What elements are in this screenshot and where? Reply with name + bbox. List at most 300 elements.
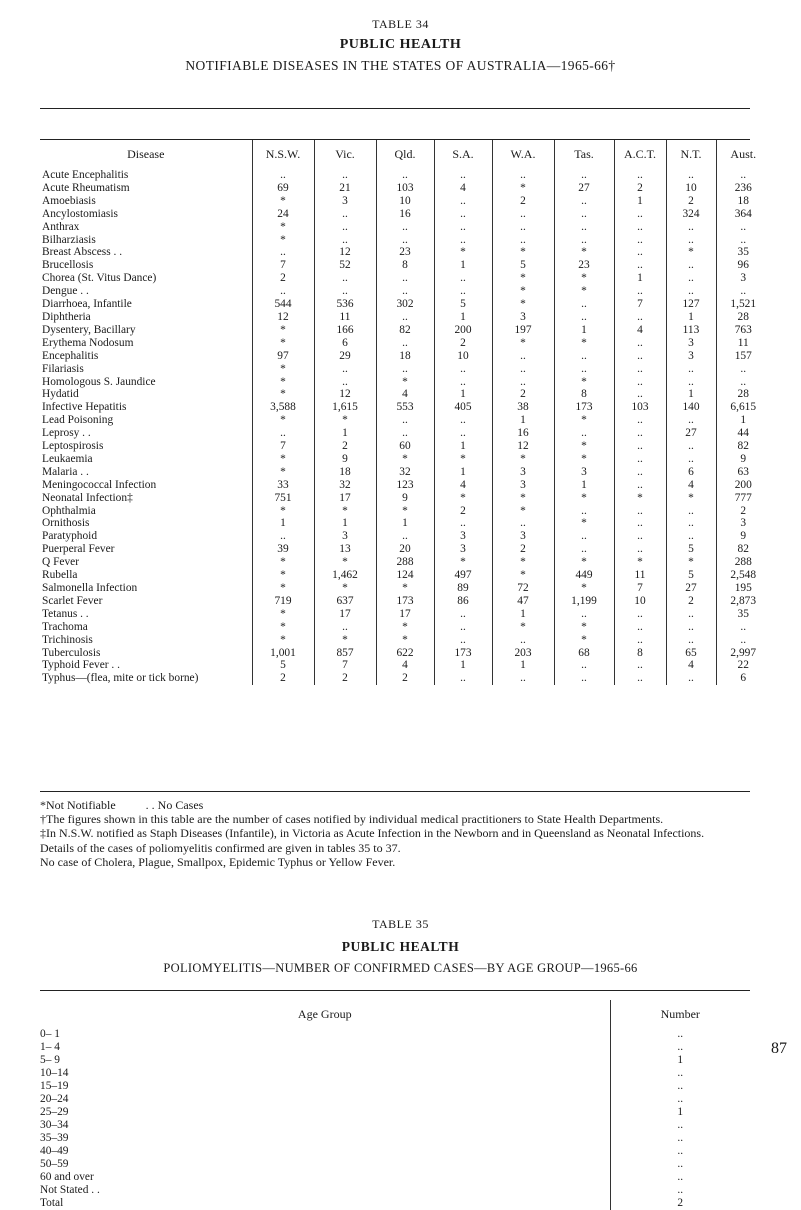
cell-value: ..: [614, 672, 666, 685]
cell-value: 5: [666, 569, 716, 582]
age-group: Not Stated . .: [40, 1184, 100, 1196]
cell-value: 1: [314, 427, 376, 440]
cell-value: 27: [666, 427, 716, 440]
cell-value: 6: [314, 337, 376, 350]
age-count: ..: [610, 1041, 750, 1054]
cell-value: 35: [716, 608, 770, 621]
cell-value: 7: [252, 440, 314, 453]
table-row: [40, 440, 770, 453]
cell-value: 857: [314, 647, 376, 660]
cell-value: 1: [614, 272, 666, 285]
note-legend: *Not Notifiable . . No Cases: [40, 798, 204, 812]
cell-value: 1: [314, 517, 376, 530]
disease-name: Typhus—(flea, mite or tick borne): [42, 672, 199, 685]
cell-value: 89: [434, 582, 492, 595]
cell-value: 197: [492, 324, 554, 337]
col-age-group: Age Group: [297, 1006, 352, 1021]
col-header-1: N.S.W.: [252, 139, 314, 169]
cell-value: ..: [614, 414, 666, 427]
disease-name: Trachoma: [42, 620, 88, 633]
cell-value: ..: [492, 208, 554, 221]
table-row: [40, 169, 770, 182]
table2-title: POLIOMYELITIS—NUMBER OF CONFIRMED CASES—BY AGE GROUP—1965-66: [163, 961, 638, 975]
cell-value: 24: [252, 208, 314, 221]
cell-value: *: [554, 337, 614, 350]
cell-value: 6: [666, 466, 716, 479]
age-group: 40–49: [40, 1145, 69, 1157]
cell-value: ..: [376, 221, 434, 234]
cell-value: 2: [614, 182, 666, 195]
age-count: ..: [610, 1080, 750, 1093]
cell-value: 12: [252, 311, 314, 324]
cell-value: 9: [716, 453, 770, 466]
cell-value: ..: [716, 285, 770, 298]
cell-value: ..: [554, 672, 614, 685]
disease-name: Leprosy . .: [42, 427, 91, 440]
cell-value: ..: [554, 221, 614, 234]
cell-value: ..: [614, 466, 666, 479]
total-value: 2: [610, 1197, 750, 1210]
cell-value: *: [434, 556, 492, 569]
cell-value: 22: [716, 659, 770, 672]
cell-value: *: [492, 569, 554, 582]
disease-name: Diarrhoea, Infantile: [42, 298, 132, 311]
cell-value: 1: [716, 414, 770, 427]
cell-value: ..: [376, 363, 434, 376]
cell-value: 2: [666, 195, 716, 208]
cell-value: 497: [434, 569, 492, 582]
cell-value: *: [492, 337, 554, 350]
cell-value: *: [492, 182, 554, 195]
cell-value: 82: [376, 324, 434, 337]
cell-value: 12: [314, 246, 376, 259]
cell-value: ..: [314, 234, 376, 247]
table-row: [40, 556, 770, 569]
cell-value: 44: [716, 427, 770, 440]
cell-value: 6: [716, 672, 770, 685]
disease-name: Infective Hepatitis: [42, 401, 127, 414]
cell-value: ..: [666, 530, 716, 543]
col-header-8: N.T.: [666, 139, 716, 169]
cell-value: 200: [434, 324, 492, 337]
cell-value: 11: [314, 311, 376, 324]
table2-label: TABLE 35: [372, 917, 429, 931]
note-no-cases: No case of Cholera, Plague, Smallpox, Epidemic Typhus or Yellow Fever.: [40, 854, 396, 869]
cell-value: *: [554, 246, 614, 259]
table-row: [40, 595, 770, 608]
table-row: [40, 337, 770, 350]
cell-value: 536: [314, 298, 376, 311]
cell-value: ..: [614, 453, 666, 466]
cell-value: 553: [376, 401, 434, 414]
cell-value: ..: [492, 169, 554, 182]
cell-value: 1: [434, 388, 492, 401]
cell-value: 7: [252, 259, 314, 272]
cell-value: ..: [314, 272, 376, 285]
table-top-rule: [40, 108, 750, 109]
cell-value: *: [376, 621, 434, 634]
cell-value: ..: [614, 285, 666, 298]
cell-value: 1: [614, 195, 666, 208]
cell-value: 2: [252, 272, 314, 285]
cell-value: 5: [492, 259, 554, 272]
cell-value: 21: [314, 182, 376, 195]
cell-value: 65: [666, 647, 716, 660]
cell-value: 103: [376, 182, 434, 195]
table-row: [40, 208, 770, 221]
cell-value: ..: [314, 221, 376, 234]
cell-value: ..: [666, 608, 716, 621]
age-row: [40, 1106, 750, 1119]
cell-value: 140: [666, 401, 716, 414]
cell-value: *: [666, 492, 716, 505]
total-label: Total: [40, 1197, 64, 1209]
cell-value: ..: [434, 672, 492, 685]
cell-value: 1: [434, 466, 492, 479]
cell-value: 103: [614, 401, 666, 414]
cell-value: 200: [716, 479, 770, 492]
cell-value: 28: [716, 388, 770, 401]
cell-value: ..: [666, 517, 716, 530]
cell-value: 288: [376, 556, 434, 569]
disease-name: Hydatid: [42, 388, 79, 401]
cell-value: 23: [376, 246, 434, 259]
cell-value: ..: [492, 350, 554, 363]
cell-value: 4: [666, 479, 716, 492]
cell-value: 3: [314, 195, 376, 208]
cell-value: ..: [614, 311, 666, 324]
cell-value: ..: [492, 221, 554, 234]
cell-value: *: [554, 453, 614, 466]
table-row: [40, 259, 770, 272]
disease-name: Encephalitis: [42, 349, 99, 362]
cell-value: 5: [666, 543, 716, 556]
cell-value: 82: [716, 543, 770, 556]
table-row: [40, 517, 770, 530]
cell-value: 32: [376, 466, 434, 479]
cell-value: 86: [434, 595, 492, 608]
cell-value: 29: [314, 350, 376, 363]
cell-value: 33: [252, 479, 314, 492]
cell-value: 405: [434, 401, 492, 414]
cell-value: *: [554, 272, 614, 285]
cell-value: *: [376, 582, 434, 595]
age-group: 25–29: [40, 1106, 69, 1118]
cell-value: 777: [716, 492, 770, 505]
cell-value: ..: [666, 272, 716, 285]
cell-value: 38: [492, 401, 554, 414]
cell-value: 9: [376, 492, 434, 505]
cell-value: ..: [252, 530, 314, 543]
cell-value: ..: [376, 414, 434, 427]
cell-value: 17: [376, 608, 434, 621]
cell-value: 2,997: [716, 647, 770, 660]
cell-value: ..: [666, 259, 716, 272]
cell-value: 2: [666, 595, 716, 608]
table-row: [40, 311, 770, 324]
cell-value: 3: [492, 466, 554, 479]
cell-value: *: [376, 376, 434, 389]
cell-value: 3: [492, 530, 554, 543]
table-row: [40, 234, 770, 247]
cell-value: ..: [492, 634, 554, 647]
cell-value: 5: [434, 298, 492, 311]
age-count: 1: [610, 1054, 750, 1067]
cell-value: ..: [666, 285, 716, 298]
age-row: [40, 1158, 750, 1171]
table-row: [40, 246, 770, 259]
cell-value: 3: [492, 311, 554, 324]
cell-value: *: [554, 517, 614, 530]
age-group: 15–19: [40, 1080, 69, 1092]
cell-value: 302: [376, 298, 434, 311]
cell-value: 9: [716, 530, 770, 543]
cell-value: ..: [716, 363, 770, 376]
cell-value: *: [492, 621, 554, 634]
cell-value: *: [434, 453, 492, 466]
cell-value: 18: [376, 350, 434, 363]
age-row: [40, 1171, 750, 1184]
cell-value: 763: [716, 324, 770, 337]
cell-value: 1,615: [314, 401, 376, 414]
table-row: [40, 401, 770, 414]
note-double-dagger: ‡In N.S.W. notified as Staph Diseases (Infantile), in Victoria as Acute Infection in the Newborn and in Queensland as Neonatal Infections.: [40, 826, 705, 841]
table-row: [40, 466, 770, 479]
cell-value: 4: [666, 659, 716, 672]
disease-name: Typhoid Fever . .: [42, 659, 120, 672]
cell-value: ..: [554, 234, 614, 247]
cell-value: 82: [716, 440, 770, 453]
cell-value: *: [252, 466, 314, 479]
cell-value: 1: [434, 259, 492, 272]
cell-value: ..: [614, 169, 666, 182]
cell-value: 4: [376, 388, 434, 401]
age-row: [40, 1080, 750, 1093]
cell-value: 4: [434, 182, 492, 195]
age-row: [40, 1184, 750, 1197]
cell-value: 12: [492, 440, 554, 453]
disease-name: Amoebiasis: [42, 194, 96, 207]
cell-value: 3: [434, 543, 492, 556]
cell-value: ..: [554, 208, 614, 221]
cell-value: *: [252, 634, 314, 647]
cell-value: 157: [716, 350, 770, 363]
cell-value: 8: [614, 647, 666, 660]
cell-value: *: [376, 453, 434, 466]
cell-value: 1: [434, 659, 492, 672]
disease-name: Ancylostomiasis: [42, 207, 118, 220]
cell-value: ..: [614, 363, 666, 376]
col-number: Number: [610, 1000, 750, 1028]
disease-name: Paratyphoid: [42, 530, 98, 543]
age-row: [40, 1145, 750, 1158]
cell-value: ..: [614, 337, 666, 350]
cell-value: 63: [716, 466, 770, 479]
cell-value: 12: [314, 388, 376, 401]
cell-value: 1: [492, 608, 554, 621]
cell-value: 23: [554, 259, 614, 272]
cell-value: 2: [252, 672, 314, 685]
cell-value: 1,001: [252, 647, 314, 660]
cell-value: 18: [716, 195, 770, 208]
age-count: ..: [610, 1184, 750, 1197]
cell-value: 9: [314, 453, 376, 466]
cell-value: 69: [252, 182, 314, 195]
table-row: [40, 621, 770, 634]
cell-value: 13: [314, 543, 376, 556]
cell-value: 3: [314, 530, 376, 543]
cell-value: 113: [666, 324, 716, 337]
cell-value: 1: [554, 479, 614, 492]
cell-value: 7: [614, 582, 666, 595]
cell-value: 47: [492, 595, 554, 608]
disease-name: Malaria . .: [42, 465, 89, 478]
table-row: [40, 492, 770, 505]
cell-value: ..: [434, 414, 492, 427]
cell-value: ..: [666, 621, 716, 634]
disease-name: Brucellosis: [42, 259, 94, 272]
cell-value: ..: [252, 427, 314, 440]
cell-value: ..: [716, 634, 770, 647]
table-row: [40, 672, 770, 685]
cell-value: ..: [434, 363, 492, 376]
cell-value: *: [666, 246, 716, 259]
cell-value: *: [666, 556, 716, 569]
cell-value: ..: [492, 363, 554, 376]
disease-name: Leptospirosis: [42, 440, 104, 453]
cell-value: 2: [492, 388, 554, 401]
cell-value: 1: [252, 517, 314, 530]
cell-value: *: [554, 556, 614, 569]
disease-name: Acute Encephalitis: [42, 169, 129, 181]
cell-value: *: [554, 414, 614, 427]
age-count: ..: [610, 1145, 750, 1158]
cell-value: *: [314, 634, 376, 647]
cell-value: 637: [314, 595, 376, 608]
cell-value: 123: [376, 479, 434, 492]
cell-value: 2: [492, 195, 554, 208]
cell-value: 97: [252, 350, 314, 363]
age-row: [40, 1041, 750, 1054]
age-count: ..: [610, 1171, 750, 1184]
age-group: 35–39: [40, 1132, 69, 1144]
cell-value: 622: [376, 647, 434, 660]
cell-value: 2: [434, 505, 492, 518]
cell-value: 364: [716, 208, 770, 221]
cell-value: 8: [376, 259, 434, 272]
cell-value: 719: [252, 595, 314, 608]
cell-value: *: [252, 582, 314, 595]
cell-value: ..: [614, 530, 666, 543]
disease-name: Filariasis: [42, 362, 84, 375]
cell-value: ..: [434, 221, 492, 234]
cell-value: *: [314, 556, 376, 569]
cell-value: ..: [614, 440, 666, 453]
cell-value: *: [252, 221, 314, 234]
age-row: [40, 1132, 750, 1145]
disease-name: Meningococcal Infection: [42, 478, 157, 491]
cell-value: ..: [614, 543, 666, 556]
col-header-3: Qld.: [376, 139, 434, 169]
disease-name: Diphtheria: [42, 310, 91, 323]
cell-value: 16: [376, 208, 434, 221]
cell-value: 1: [554, 324, 614, 337]
cell-value: ..: [614, 621, 666, 634]
cell-value: *: [252, 376, 314, 389]
page-number: 87: [771, 1040, 787, 1057]
cell-value: ..: [614, 388, 666, 401]
cell-value: ..: [614, 505, 666, 518]
disease-name: Tuberculosis: [42, 646, 101, 659]
cell-value: *: [376, 505, 434, 518]
cell-value: *: [492, 298, 554, 311]
cell-value: *: [554, 440, 614, 453]
cell-value: ..: [554, 530, 614, 543]
cell-value: 173: [376, 595, 434, 608]
cell-value: 7: [314, 659, 376, 672]
poliomyelitis-table: [40, 1000, 750, 1210]
cell-value: 1: [666, 388, 716, 401]
cell-value: 28: [716, 311, 770, 324]
cell-value: ..: [314, 208, 376, 221]
cell-value: 124: [376, 569, 434, 582]
table-title: NOTIFIABLE DISEASES IN THE STATES OF AUSTRALIA—1965-66†: [185, 58, 616, 73]
cell-value: 3: [666, 337, 716, 350]
note-poliomyelitis: Details of the cases of poliomyelitis confirmed are given in tables 35 to 37.: [40, 840, 401, 855]
cell-value: 10: [434, 350, 492, 363]
cell-value: *: [492, 556, 554, 569]
cell-value: ..: [666, 221, 716, 234]
cell-value: ..: [314, 285, 376, 298]
cell-value: ..: [614, 427, 666, 440]
col-header-5: W.A.: [492, 139, 554, 169]
cell-value: 17: [314, 608, 376, 621]
cell-value: 96: [716, 259, 770, 272]
cell-value: 288: [716, 556, 770, 569]
cell-value: ..: [666, 234, 716, 247]
cell-value: ..: [716, 169, 770, 182]
cell-value: *: [434, 492, 492, 505]
cell-value: 52: [314, 259, 376, 272]
cell-value: ..: [252, 169, 314, 182]
cell-value: 1: [492, 414, 554, 427]
cell-value: *: [554, 492, 614, 505]
cell-value: *: [554, 285, 614, 298]
cell-value: ..: [434, 634, 492, 647]
cell-value: *: [434, 246, 492, 259]
col-header-4: S.A.: [434, 139, 492, 169]
cell-value: ..: [434, 234, 492, 247]
cell-value: 32: [314, 479, 376, 492]
cell-value: 11: [716, 337, 770, 350]
cell-value: 203: [492, 647, 554, 660]
cell-value: *: [554, 621, 614, 634]
cell-value: 3: [716, 272, 770, 285]
cell-value: 2: [492, 543, 554, 556]
table-row: [40, 608, 770, 621]
cell-value: *: [252, 569, 314, 582]
col-header-7: A.C.T.: [614, 139, 666, 169]
cell-value: *: [252, 556, 314, 569]
cell-value: *: [252, 453, 314, 466]
cell-value: ..: [716, 621, 770, 634]
cell-value: ..: [666, 440, 716, 453]
cell-value: *: [252, 505, 314, 518]
cell-value: ..: [614, 634, 666, 647]
cell-value: ..: [614, 246, 666, 259]
table-row: [40, 350, 770, 363]
cell-value: ..: [614, 221, 666, 234]
